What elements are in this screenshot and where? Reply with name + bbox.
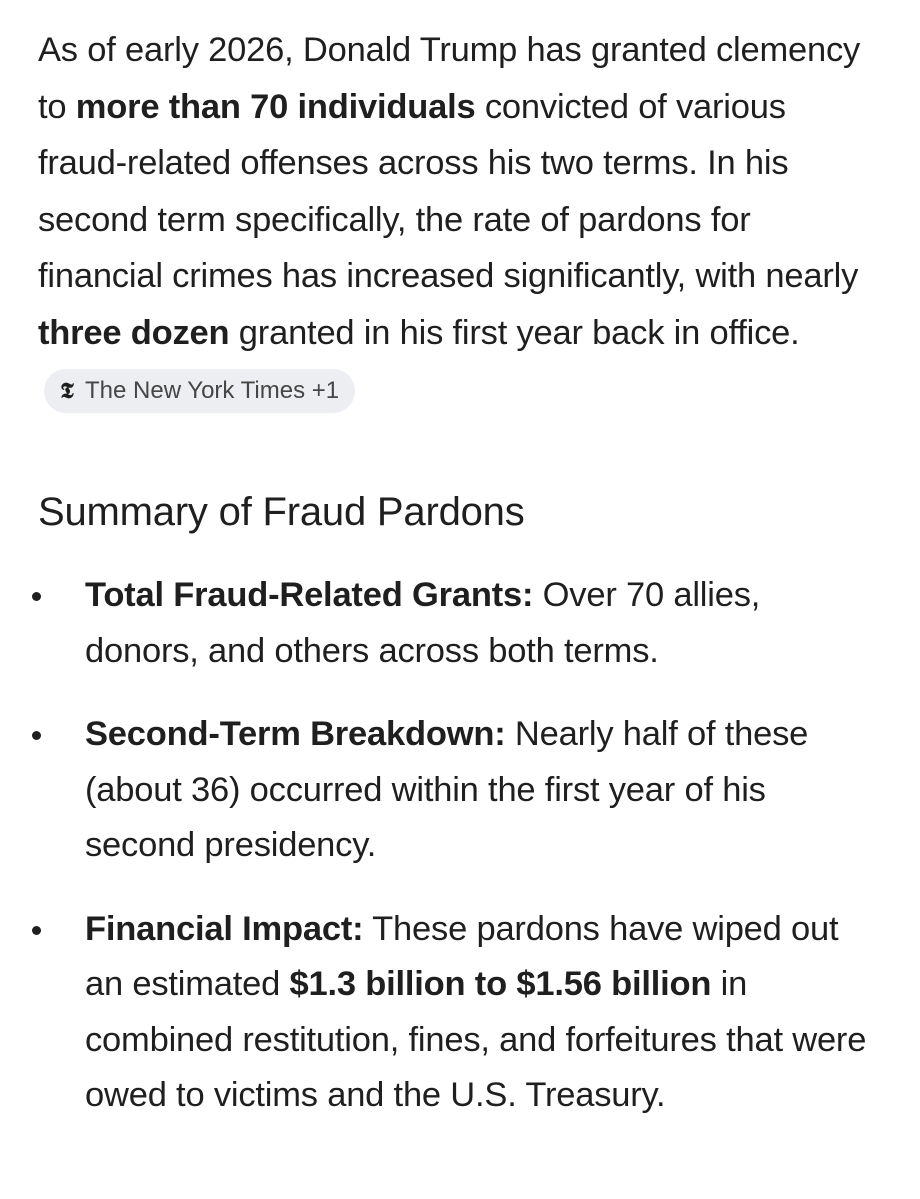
intro-bold-2: three dozen [38,313,230,352]
list-item [38,568,882,679]
bullet-text [85,902,882,1124]
intro-paragraph [38,22,882,418]
intro-text-3: granted in his first year back in office. [229,313,800,352]
nyt-logo-icon: 𝕿 [60,377,74,404]
summary-list [38,568,882,1124]
bullet-label: Second-Term Breakdown: [85,715,506,754]
source-chip-label: The New York Times +1 [85,376,340,404]
bullet-bold: $1.3 billion to $1.56 billion [289,965,712,1004]
intro-bold-1: more than 70 individuals [75,87,476,126]
list-item [38,902,882,1124]
bullet-body: These pardons have wiped out an estimated [85,909,839,1004]
bullet-label: Total Fraud-Related Grants: [85,576,534,615]
intro-text-1: As of early 2026, Donald Trump has granted clemency to [38,31,861,126]
bullet-dot [32,731,41,740]
bullet-body: Over 70 allies, donors, and others across both terms. [85,576,761,670]
bullet-body: in combined restitution, fines, and forfeitures that were owed to victims and the U.S. Treasury. [85,965,867,1115]
intro-text-2: convicted of various fraud-related offenses across his two terms. In his second term specifically, the rate of pardons for financial crimes has increased significantly, with nearly [38,87,859,296]
source-chip[interactable] [44,369,355,413]
list-item [38,707,882,874]
bullet-text [85,568,882,679]
section-heading: Summary of Fraud Pardons [38,490,525,535]
bullet-text [85,707,882,874]
bullet-body: Nearly half of these (about 36) occurred within the first year of his second presidency. [85,715,809,865]
bullet-dot [32,926,41,935]
bullet-dot [32,592,41,601]
bullet-label: Financial Impact: [85,909,364,948]
